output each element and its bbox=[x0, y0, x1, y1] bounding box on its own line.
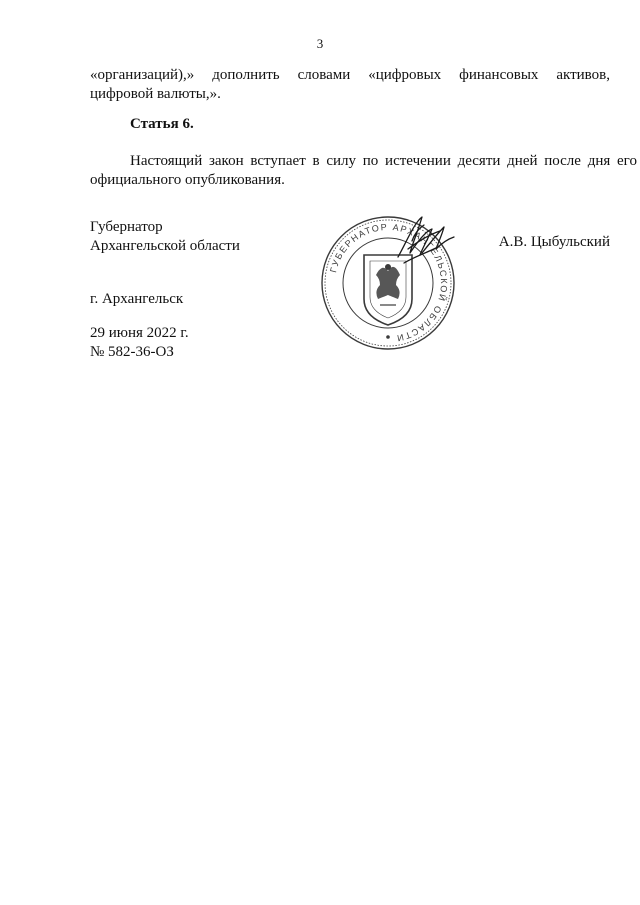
signatory-name: А.В. Цыбульский bbox=[498, 234, 610, 250]
signatory-title bbox=[90, 218, 240, 256]
amendment-line-1: «организаций),» дополнить словами «цифровых финансовых активов, bbox=[90, 67, 610, 83]
page-number: 3 bbox=[316, 36, 324, 51]
effective-date-paragraph bbox=[90, 152, 637, 190]
seal-ring-text: ГУБЕРНАТОР АРХАНГЕЛЬСКОЙ ОБЛАСТИ bbox=[328, 221, 450, 344]
article-heading: Статья 6. bbox=[130, 116, 194, 132]
coat-of-arms-icon bbox=[364, 255, 412, 325]
signatory-title-line-1: Губернатор bbox=[90, 219, 163, 235]
effective-line-2: официального опубликования. bbox=[90, 172, 285, 188]
law-number: № 582-36-ОЗ bbox=[90, 344, 174, 360]
signing-date: 29 июня 2022 г. bbox=[90, 325, 189, 341]
amendment-line-2: цифровой валюты,». bbox=[90, 86, 221, 102]
effective-line-1: Настоящий закон вступает в силу по истечении десяти дней после дня его bbox=[130, 153, 637, 169]
signing-details bbox=[90, 324, 189, 362]
signatory-title-line-2: Архангельской области bbox=[90, 238, 240, 254]
amendment-paragraph bbox=[90, 66, 610, 104]
place-of-signing: г. Архангельск bbox=[90, 291, 184, 307]
official-seal-image bbox=[318, 213, 458, 353]
